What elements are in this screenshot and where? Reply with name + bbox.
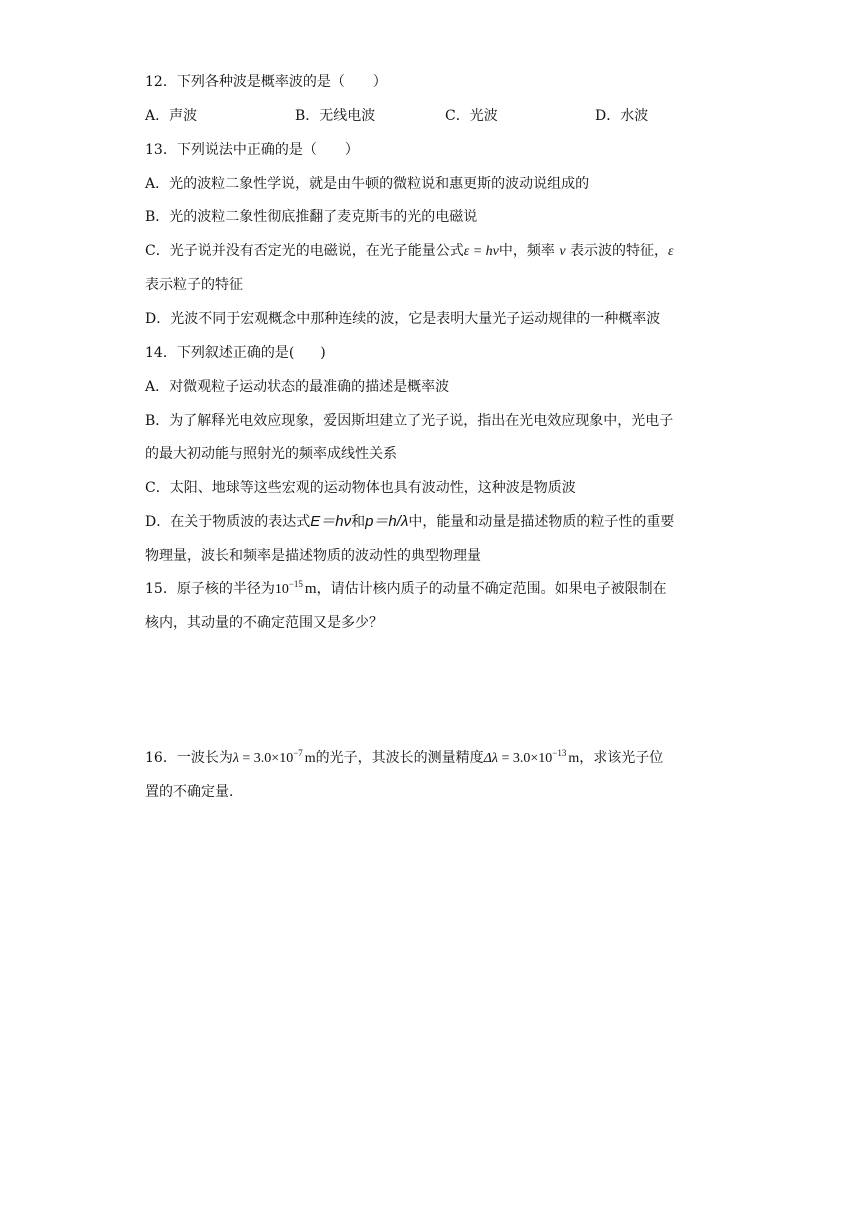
wavelength-exponent: −7 xyxy=(293,748,303,758)
q14-stem xyxy=(145,342,326,364)
q15-text: ，请估计核内质子的动量不确定范围。如果电子被限制在 xyxy=(316,581,667,597)
q14-option-b-line2: 的最大初动能与照射光的频率成线性关系 xyxy=(145,446,397,462)
q12-option-c: C．光波 xyxy=(445,108,498,124)
q13-option-c xyxy=(145,240,674,263)
q16-text: 16．一波长为 xyxy=(145,750,233,766)
q12-option-b: B．无线电波 xyxy=(295,108,376,124)
nu-symbol: ν xyxy=(559,244,566,259)
precision-symbol: Δλ xyxy=(483,751,498,766)
q16-text: ，求该光子位 xyxy=(579,750,664,766)
q15-text: 15．原子核的半径为 xyxy=(145,581,275,597)
wavelength-symbol: λ xyxy=(232,751,239,766)
q14-option-b: B．为了解释光电效应现象，爱因斯坦建立了光子说，指出在光电效应现象中，光电子 xyxy=(145,413,674,429)
q13-option-b: B．光的波粒二象性彻底推翻了麦克斯韦的光的电磁说 xyxy=(145,209,478,225)
q14-option-d-line2: 物理量，波长和频率是描述物质的波动性的典型物理量 xyxy=(145,548,481,564)
q13-option-a: A．光的波粒二象性学说，就是由牛顿的微粒说和惠更斯的波动说组成的 xyxy=(145,176,590,192)
wavelength-unit: m xyxy=(304,751,316,766)
q14-option-a: A．对微观粒子运动状态的最准确的描述是概率波 xyxy=(145,379,450,395)
precision-exponent: −13 xyxy=(552,748,567,758)
q16-text: 的光子，其波长的测量精度 xyxy=(315,750,484,766)
epsilon-symbol: ε xyxy=(668,244,674,259)
q13-option-c-text: 表示波的特征， xyxy=(570,243,669,259)
q12-option-a: A．声波 xyxy=(145,108,198,124)
momentum-expression: p＝h/λ xyxy=(365,513,409,530)
energy-formula: ε = hν xyxy=(463,244,499,259)
q14-stem-close: ) xyxy=(320,345,326,361)
q14-option-c: C．太阳、地球等这些宏观的运动物体也具有波动性，这种波是物质波 xyxy=(145,480,576,496)
radius-base: 10 xyxy=(274,582,289,597)
wavelength-value: = 3.0×10 xyxy=(238,751,294,766)
q13-option-d: D．光波不同于宏观概念中那种连续的波，它是表明大量光子运动规律的一种概率波 xyxy=(145,311,661,327)
q13-option-c-line2: 表示粒子的特征 xyxy=(145,277,243,293)
q14-stem-text: 14．下列叙述正确的是( xyxy=(145,345,295,361)
q16-stem-line2: 置的不确定量. xyxy=(145,784,234,800)
q13-option-c-text: 中，频率 xyxy=(498,243,555,259)
q15-stem xyxy=(145,578,667,601)
q12-stem: 12．下列各种波是概率波的是（ ） xyxy=(145,74,387,90)
q14-option-d-text: 和 xyxy=(351,514,366,530)
q13-option-c-text: C．光子说并没有否定光的电磁说，在光子能量公式 xyxy=(145,243,464,259)
q14-option-d-text: 中，能量和动量是描述物质的粒子性的重要 xyxy=(408,514,675,530)
radius-unit: m xyxy=(304,581,317,597)
energy-expression: E＝hν xyxy=(310,513,352,530)
q13-stem: 13．下列说法中正确的是（ ） xyxy=(145,142,359,158)
radius-exponent: −15 xyxy=(288,579,303,589)
q14-option-d-text: D．在关于物质波的表达式 xyxy=(145,514,311,530)
precision-value: = 3.0×10 xyxy=(497,751,553,766)
precision-unit: m xyxy=(568,751,580,766)
q14-option-d xyxy=(145,511,674,533)
q16-stem xyxy=(145,747,663,770)
q12-option-d: D．水波 xyxy=(595,108,649,124)
q15-stem-line2: 核内，其动量的不确定范围又是多少？ xyxy=(145,615,383,631)
